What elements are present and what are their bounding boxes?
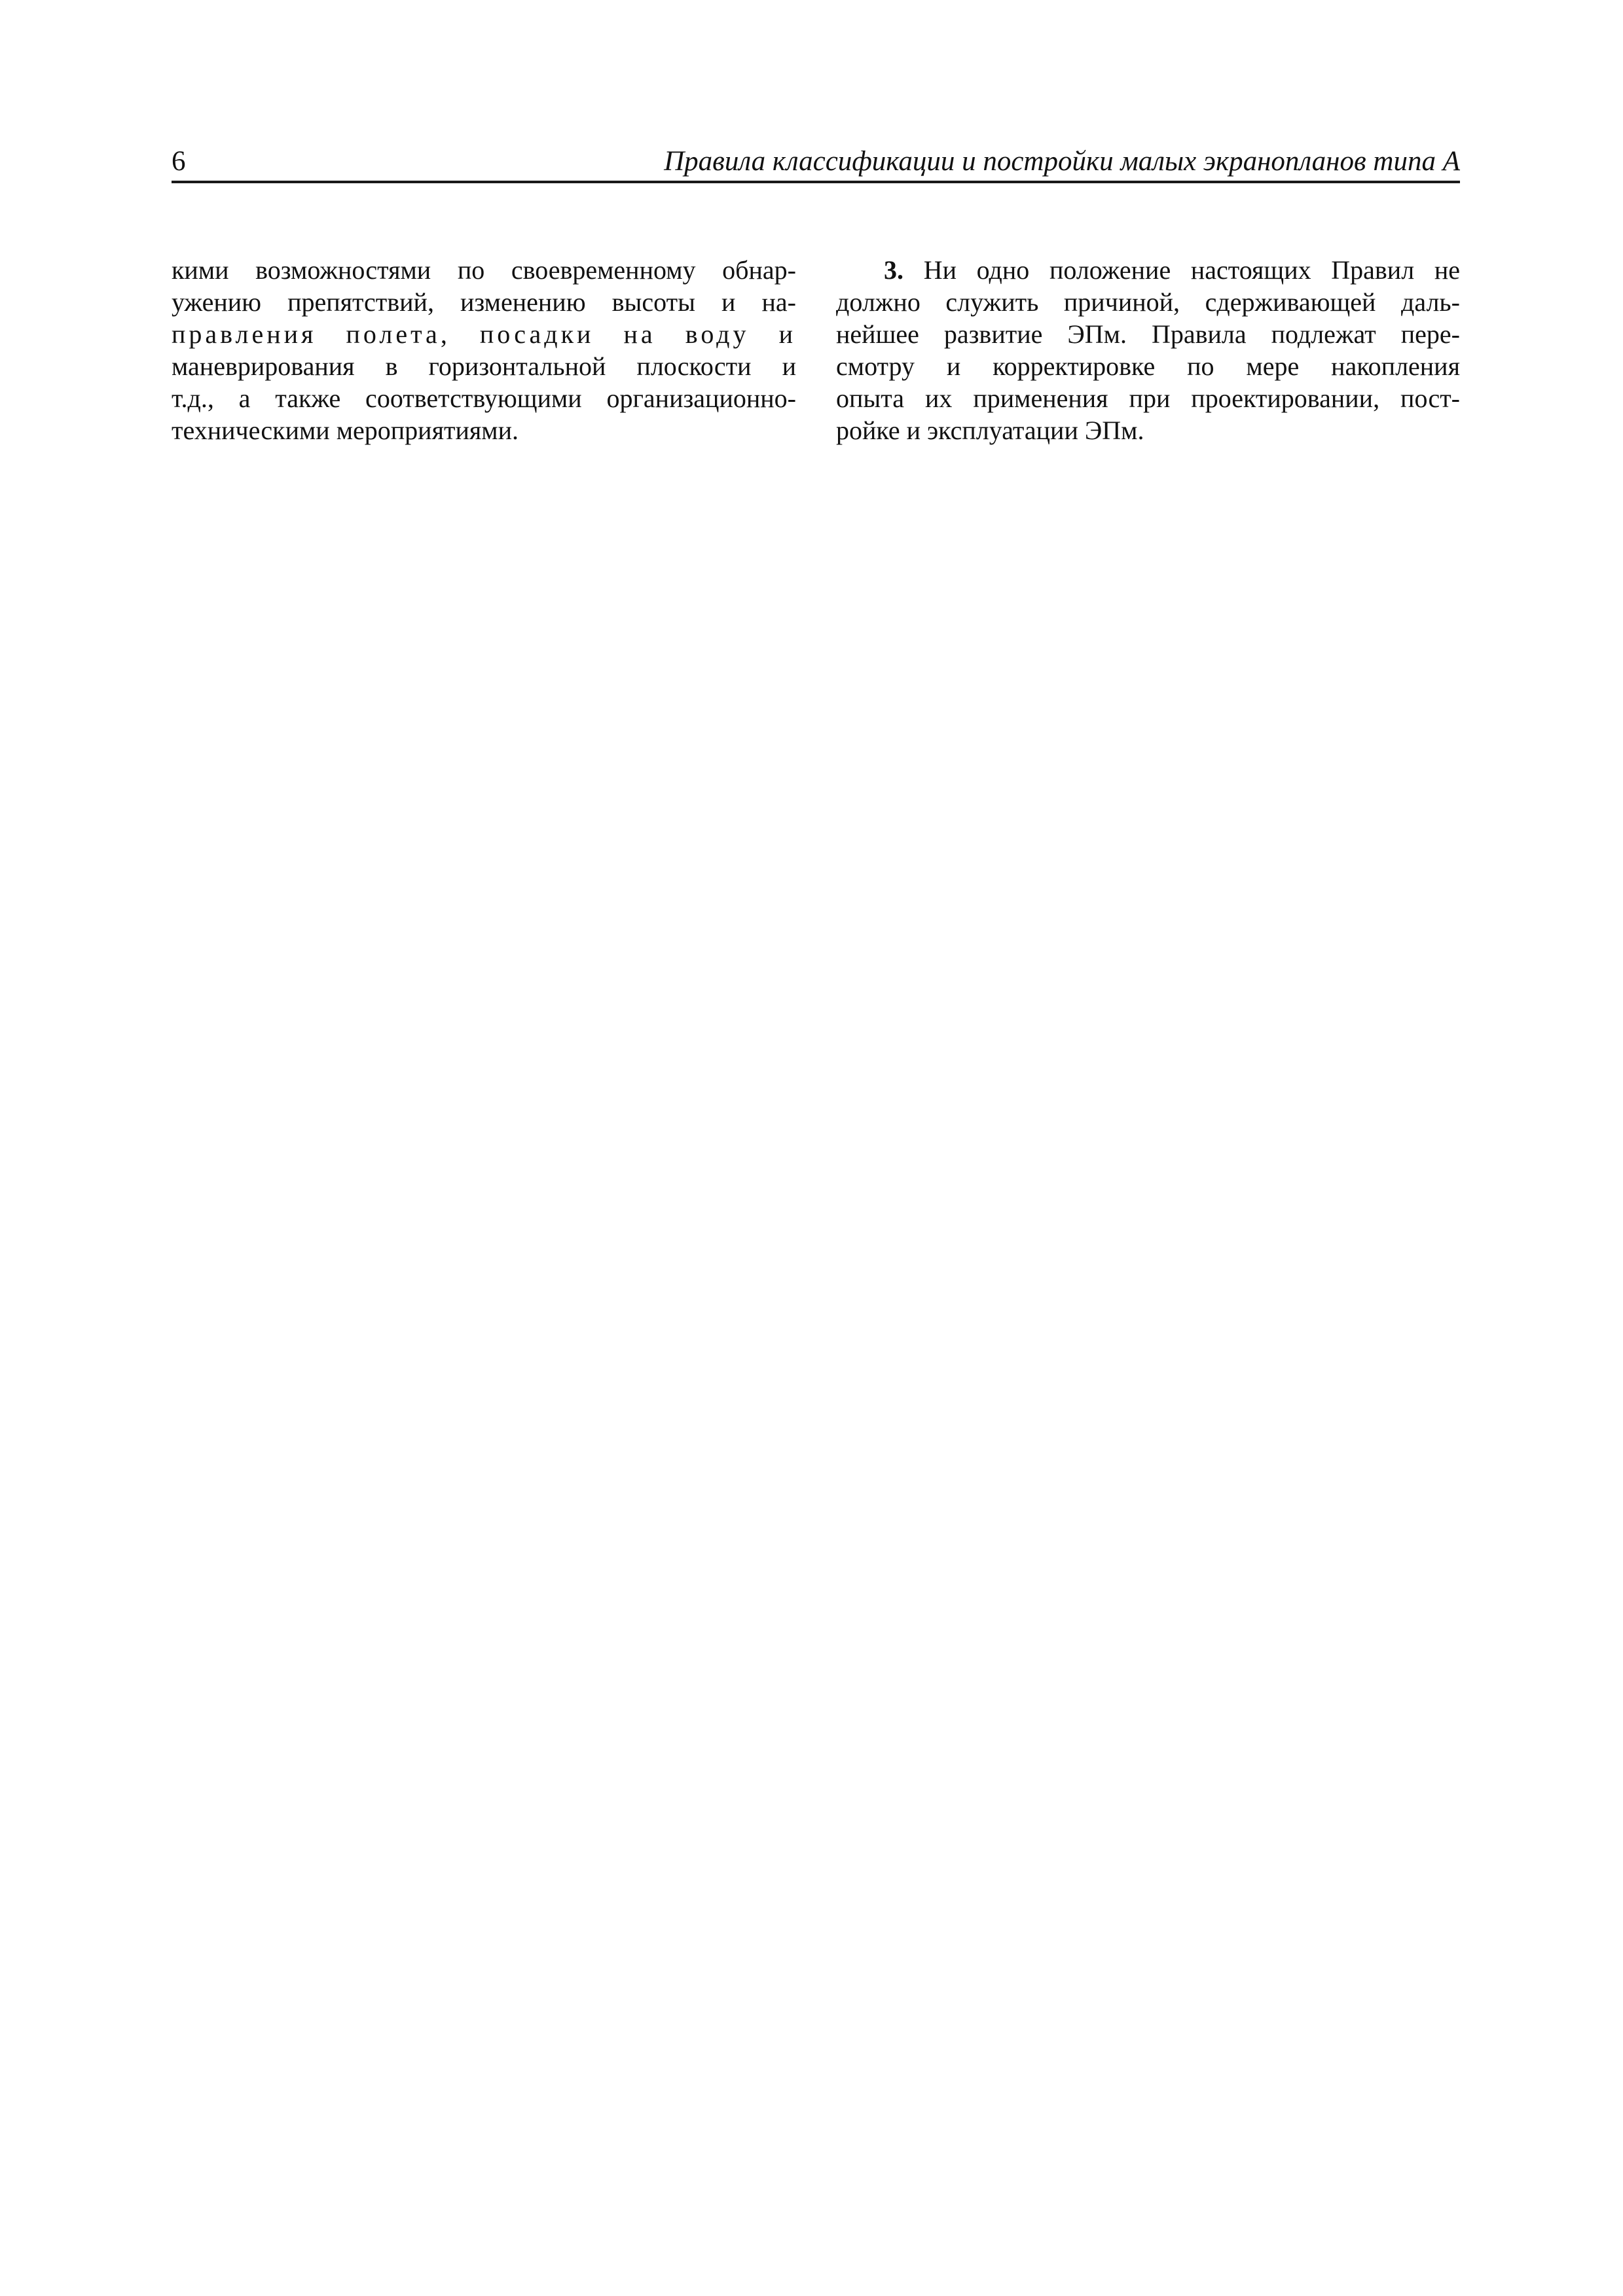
text-line: маневрирования в горизонтальной плоскости и	[172, 351, 796, 381]
text-line: кими возможностями по своевременному обнар-	[172, 255, 796, 285]
text-line: техническими мероприятиями.	[172, 416, 519, 445]
paragraph-number: 3.	[884, 255, 903, 285]
text-line: правления полета, посадки на воду и	[172, 319, 796, 349]
text-line: ройке и эксплуатации ЭПм.	[836, 416, 1144, 445]
text-segment: Ни одно положение настоящих Правил не	[923, 255, 1461, 285]
text-line: ужению препятствий, изменению высоты и на-	[172, 287, 796, 317]
text-line: опыта их применения при проектировании, пост-	[836, 384, 1460, 413]
page-number: 6	[172, 146, 186, 177]
text-line: т.д., а также соответствующими организационно-	[172, 384, 796, 413]
paragraph-first-line	[836, 254, 1460, 286]
text-line: должно служить причиной, сдерживающей даль-	[836, 287, 1460, 317]
text-line: смотру и корректировке по мере накопления	[836, 351, 1460, 381]
running-title: Правила классификации и постройки малых экранопланов типа A	[664, 146, 1460, 177]
running-header	[172, 140, 1460, 183]
left-text-column	[172, 254, 796, 446]
right-text-column	[836, 254, 1460, 446]
text-line: нейшее развитие ЭПм. Правила подлежат пере-	[836, 319, 1460, 349]
